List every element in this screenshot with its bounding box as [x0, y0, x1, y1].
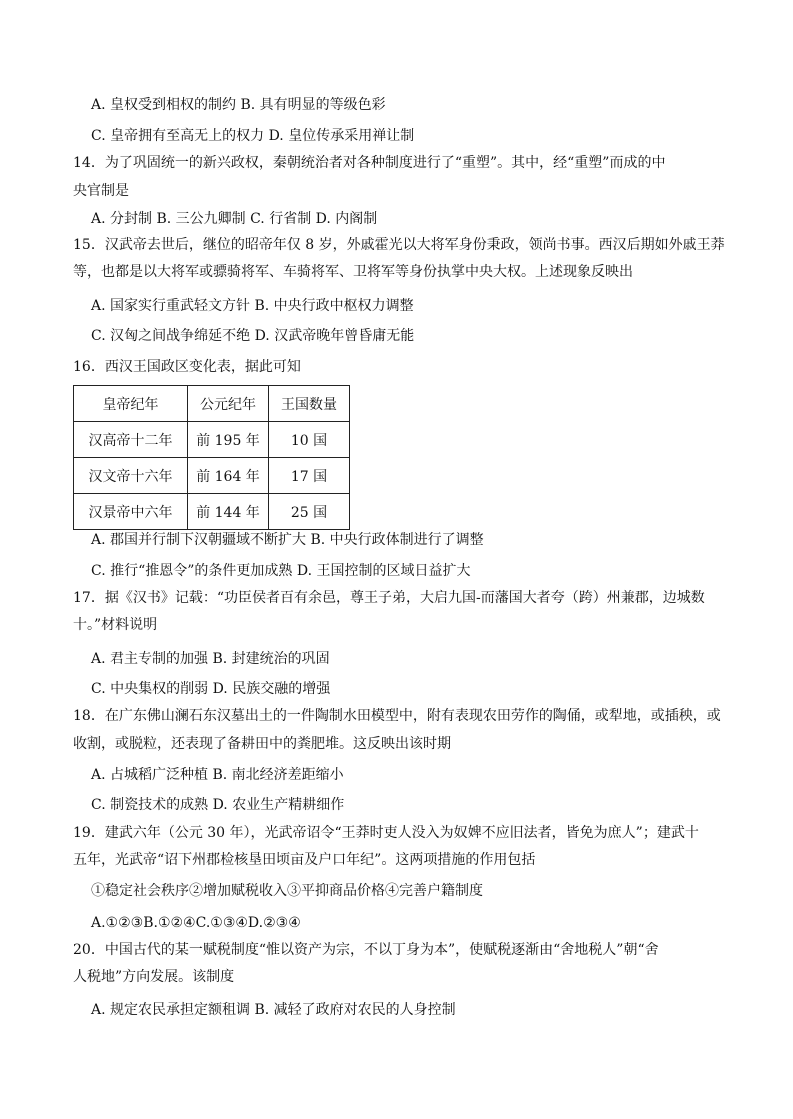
table-row [74, 458, 350, 494]
q18-options-cd: C. 制瓷技术的成熟 D. 农业生产精耕细作 [91, 797, 345, 813]
q14-options: A. 分封制 B. 三公九卿制 C. 行省制 D. 内阁制 [91, 211, 378, 227]
table-cell: 汉景帝中六年 [74, 494, 188, 530]
table-header-cell: 王国数量 [269, 386, 350, 422]
table-row [74, 422, 350, 458]
q17-options-cd: C. 中央集权的削弱 D. 民族交融的增强 [91, 681, 331, 697]
q15-options-cd: C. 汉匈之间战争绵延不绝 D. 汉武帝晚年曾昏庸无能 [91, 328, 415, 344]
q16-stem: 16．西汉王国政区变化表，据此可知 [73, 359, 301, 375]
q14-stem-cont: 央官制是 [73, 183, 129, 199]
q19-stem-cont: 五年，光武帝“诏下州郡检核垦田顷亩及户口年纪”。这两项措施的作用包括 [73, 852, 536, 868]
q18-stem-cont: 收割，或脱粒，还表现了备耕田中的粪肥堆。这反映出该时期 [73, 736, 451, 752]
table-header-cell: 皇帝纪年 [74, 386, 188, 422]
table-cell: 汉文帝十六年 [74, 458, 188, 494]
q13-options-cd: C. 皇帝拥有至高无上的权力 D. 皇位传承采用禅让制 [91, 128, 415, 144]
q17-stem: 17．据《汉书》记载：“功臣侯者百有余邑，尊王子弟，大启九国-而藩国大者夸（跨）州兼郡，边城数 [73, 590, 705, 606]
q18-stem: 18．在广东佛山澜石东汉墓出土的一件陶制水田模型中，附有表现农田劳作的陶俑，或犁地，或插秧，或 [73, 708, 721, 724]
q20-stem: 20．中国古代的某一赋税制度“惟以资产为宗，不以丁身为本”，使赋税逐渐由“舍地税人”朝“舍 [73, 942, 659, 958]
q17-stem-cont: 十。”材料说明 [73, 617, 158, 633]
q17-options-ab: A. 君主专制的加强 B. 封建统治的巩固 [91, 651, 330, 667]
table-cell: 前 144 年 [188, 494, 269, 530]
q20-stem-cont: 人税地”方向发展。该制度 [73, 969, 235, 985]
q16-options-cd: C. 推行“推恩令”的条件更加成熟 D. 王国控制的区域日益扩大 [91, 563, 471, 579]
q19-options: A.①②③B.①②④C.①③④D.②③④ [91, 915, 301, 931]
q18-options-ab: A. 占城稻广泛种植 B. 南北经济差距缩小 [91, 767, 344, 783]
q16-options-ab: A. 郡国并行制下汉朝疆域不断扩大 B. 中央行政体制进行了调整 [91, 532, 484, 548]
table-cell: 前 164 年 [188, 458, 269, 494]
q15-options-ab: A. 国家实行重武轻文方针 B. 中央行政中枢权力调整 [91, 298, 414, 314]
q13-options-ab: A. 皇权受到相权的制约 B. 具有明显的等级色彩 [91, 97, 386, 113]
table-row [74, 494, 350, 530]
q14-stem: 14．为了巩固统一的新兴政权，秦朝统治者对各种制度进行了“重塑”。其中，经“重塑”而成的中 [73, 155, 666, 171]
table-cell: 10 国 [269, 422, 350, 458]
table-cell: 17 国 [269, 458, 350, 494]
q19-statements: ①稳定社会秩序②增加赋税收入③平抑商品价格④完善户籍制度 [91, 883, 483, 899]
q15-stem-cont: 等，也都是以大将军或骠骑将军、车骑将军、卫将军等身份执掌中央大权。上述现象反映出 [73, 264, 633, 280]
table-header-cell: 公元纪年 [188, 386, 269, 422]
kingdom-table [73, 385, 350, 530]
table-cell: 汉高帝十二年 [74, 422, 188, 458]
table-cell: 前 195 年 [188, 422, 269, 458]
q19-stem: 19．建武六年（公元 30 年），光武帝诏令“王莽时吏人没入为奴婢不应旧法者，皆免为庶人”；建武十 [73, 825, 699, 841]
table-cell: 25 国 [269, 494, 350, 530]
q15-stem: 15．汉武帝去世后，继位的昭帝年仅 8 岁，外戚霍光以大将军身份秉政，领尚书事。西汉后期如外戚王莽 [73, 237, 725, 253]
q20-options-ab: A. 规定农民承担定额租调 B. 减轻了政府对农民的人身控制 [91, 1002, 456, 1018]
table-header-row [74, 386, 350, 422]
